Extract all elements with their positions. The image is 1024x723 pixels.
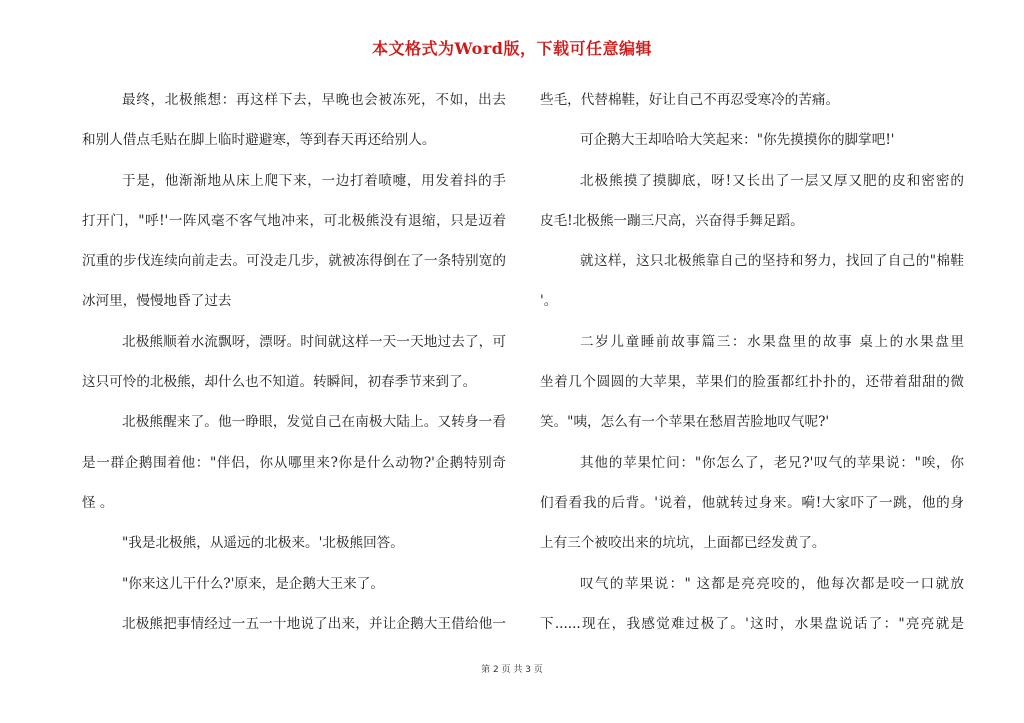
text-line: 北极熊顺着水流飘呀，漂呀。时间就这样一天一天地过去了，可 xyxy=(122,333,506,350)
text-line: 打开门，"呼!'一阵风毫不客气地冲来，可北极熊没有退缩，只是迈着 xyxy=(82,212,506,229)
text-line: 上有三个被咬出来的坑坑，上面都已经发黄了。 xyxy=(540,535,826,552)
text-line: 最终，北极熊想：再这样下去，早晚也会被冻死，不如，出去 xyxy=(122,92,506,108)
text-line: 冰河里，慢慢地昏了过去 xyxy=(82,293,232,310)
left-text-column xyxy=(82,80,506,644)
text-line: 于是，他渐渐地从床上爬下来，一边打着喷嚏，用发着抖的手 xyxy=(122,172,506,189)
text-line: 皮毛!北极熊一蹦三尺高，兴奋得手舞足蹈。 xyxy=(540,212,804,229)
text-line: 北极熊醒来了。他一睁眼，发觉自己在南极大陆上。又转身一看 xyxy=(122,414,506,431)
text-line: 就这样，这只北极熊靠自己的坚持和努力，找回了自己的"棉鞋 xyxy=(580,253,964,270)
text-line: 们看看我的后背。'说着，他就转过身来。嗬!大家吓了一跳，他的身 xyxy=(540,494,964,511)
text-line: 沉重的步伐连续向前走去。可没走几步，就被冻得倒在了一条特别宽的 xyxy=(82,253,506,270)
text-line: 其他的苹果忙问："你怎么了，老兄?'叹气的苹果说："唉，你 xyxy=(580,454,964,471)
text-line: 是一群企鹅围着他："伴侣，你从哪里来?你是什么动物?'企鹅特别奇 xyxy=(82,454,506,471)
document-header-title: 本文格式为Word版，下载可任意编辑 xyxy=(372,39,652,58)
text-line: 笑。"咦，怎么有一个苹果在愁眉苦脸地叹气呢?' xyxy=(540,414,830,431)
text-line: 北极熊把事情经过一五一十地说了出来，并让企鹅大王借给他一 xyxy=(122,615,506,632)
text-line: "我是北极熊，从遥远的北极来。'北极熊回答。 xyxy=(122,535,404,552)
text-line: 怪 。 xyxy=(82,494,114,511)
right-text-column xyxy=(540,80,964,644)
text-line: 下......现在，我感觉难过极了。'这时，水果盘说话了："亮亮就是 xyxy=(540,615,964,632)
page-footer: 第 2 页 共 3 页 xyxy=(481,665,543,675)
text-line: 北极熊摸了摸脚底，呀!又长出了一层又厚又肥的皮和密密的 xyxy=(580,172,964,189)
text-line: 坐着几个圆圆的大苹果，苹果们的脸蛋都红扑扑的，还带着甜甜的微 xyxy=(540,374,964,391)
text-line: 这只可怜的北极熊，却什么也不知道。转瞬间，初春季节来到了。 xyxy=(82,374,477,391)
text-line: 叹气的苹果说：" 这都是亮亮咬的，他每次都是咬一口就放 xyxy=(580,575,964,592)
text-line: '。 xyxy=(540,293,558,310)
text-line: 可企鹅大王却哈哈大笑起来："你先摸摸你的脚掌吧!' xyxy=(580,132,895,149)
text-line: 二岁儿童睡前故事篇三：水果盘里的故事 桌上的水果盘里 xyxy=(580,333,964,350)
text-line: 和别人借点毛贴在脚上临时避避寒，等到春天再还给别人。 xyxy=(82,132,436,149)
text-line: "你来这儿干什么?'原来，是企鹅大王来了。 xyxy=(122,575,384,592)
text-line: 些毛，代替棉鞋，好让自己不再忍受寒冷的苦痛。 xyxy=(540,92,840,108)
